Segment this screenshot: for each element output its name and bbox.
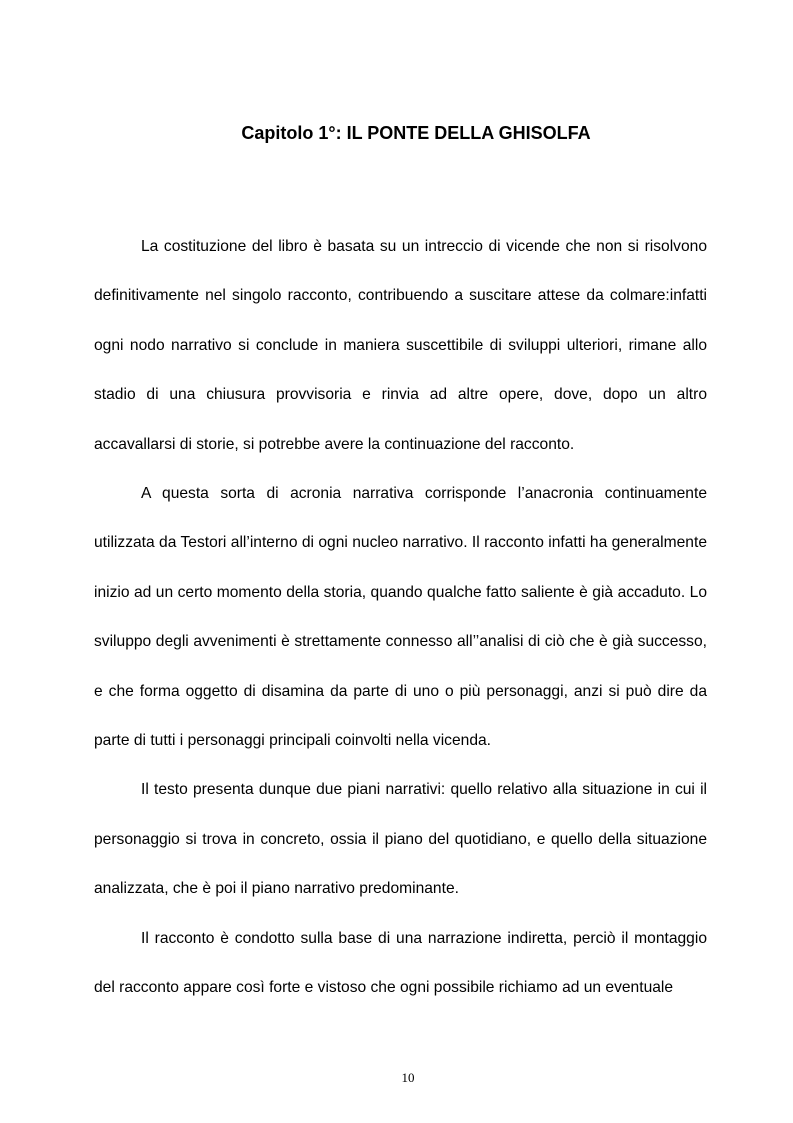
body-text xyxy=(94,222,707,1013)
page-number: 10 xyxy=(401,1070,415,1085)
paragraph: La costituzione del libro è basata su un intreccio di vicende che non si risolvono definitivamente nel singolo racconto, contribuendo a suscitare attese da colmare:infatti ogni nodo narrativo si conclude in maniera suscettibile di sviluppi ulteriori, rimane allo stadio di una chiusura provvisoria e rinvia ad altre opere, dove, dopo un altro accavallarsi di storie, si potrebbe avere la continuazione del racconto. xyxy=(94,238,707,453)
paragraph: A questa sorta di acronia narrativa corrisponde l’anacronia continuamente utilizzata da Testori all’interno di ogni nucleo narrativo. Il racconto infatti ha generalmente inizio ad un certo momento della storia, quando qualche fatto saliente è già accaduto. Lo sviluppo degli avvenimenti è strettamente connesso all’’analisi di ciò che è già successo, e che forma oggetto di disamina da parte di uno o più personaggi, anzi si può dire da parte di tutti i personaggi principali coinvolti nella vicenda. xyxy=(94,485,707,750)
paragraph: Il racconto è condotto sulla base di una narrazione indiretta, perciò il montaggio del racconto appare così forte e vistoso che ogni possibile richiamo ad un eventuale xyxy=(94,929,707,997)
paragraph: Il testo presenta dunque due piani narrativi: quello relativo alla situazione in cui il personaggio si trova in concreto, ossia il piano del quotidiano, e quello della situazione analizzata, che è poi il piano narrativo predominante. xyxy=(94,781,707,898)
chapter-title: Capitolo 1°: IL PONTE DELLA GHISOLFA xyxy=(241,123,591,143)
